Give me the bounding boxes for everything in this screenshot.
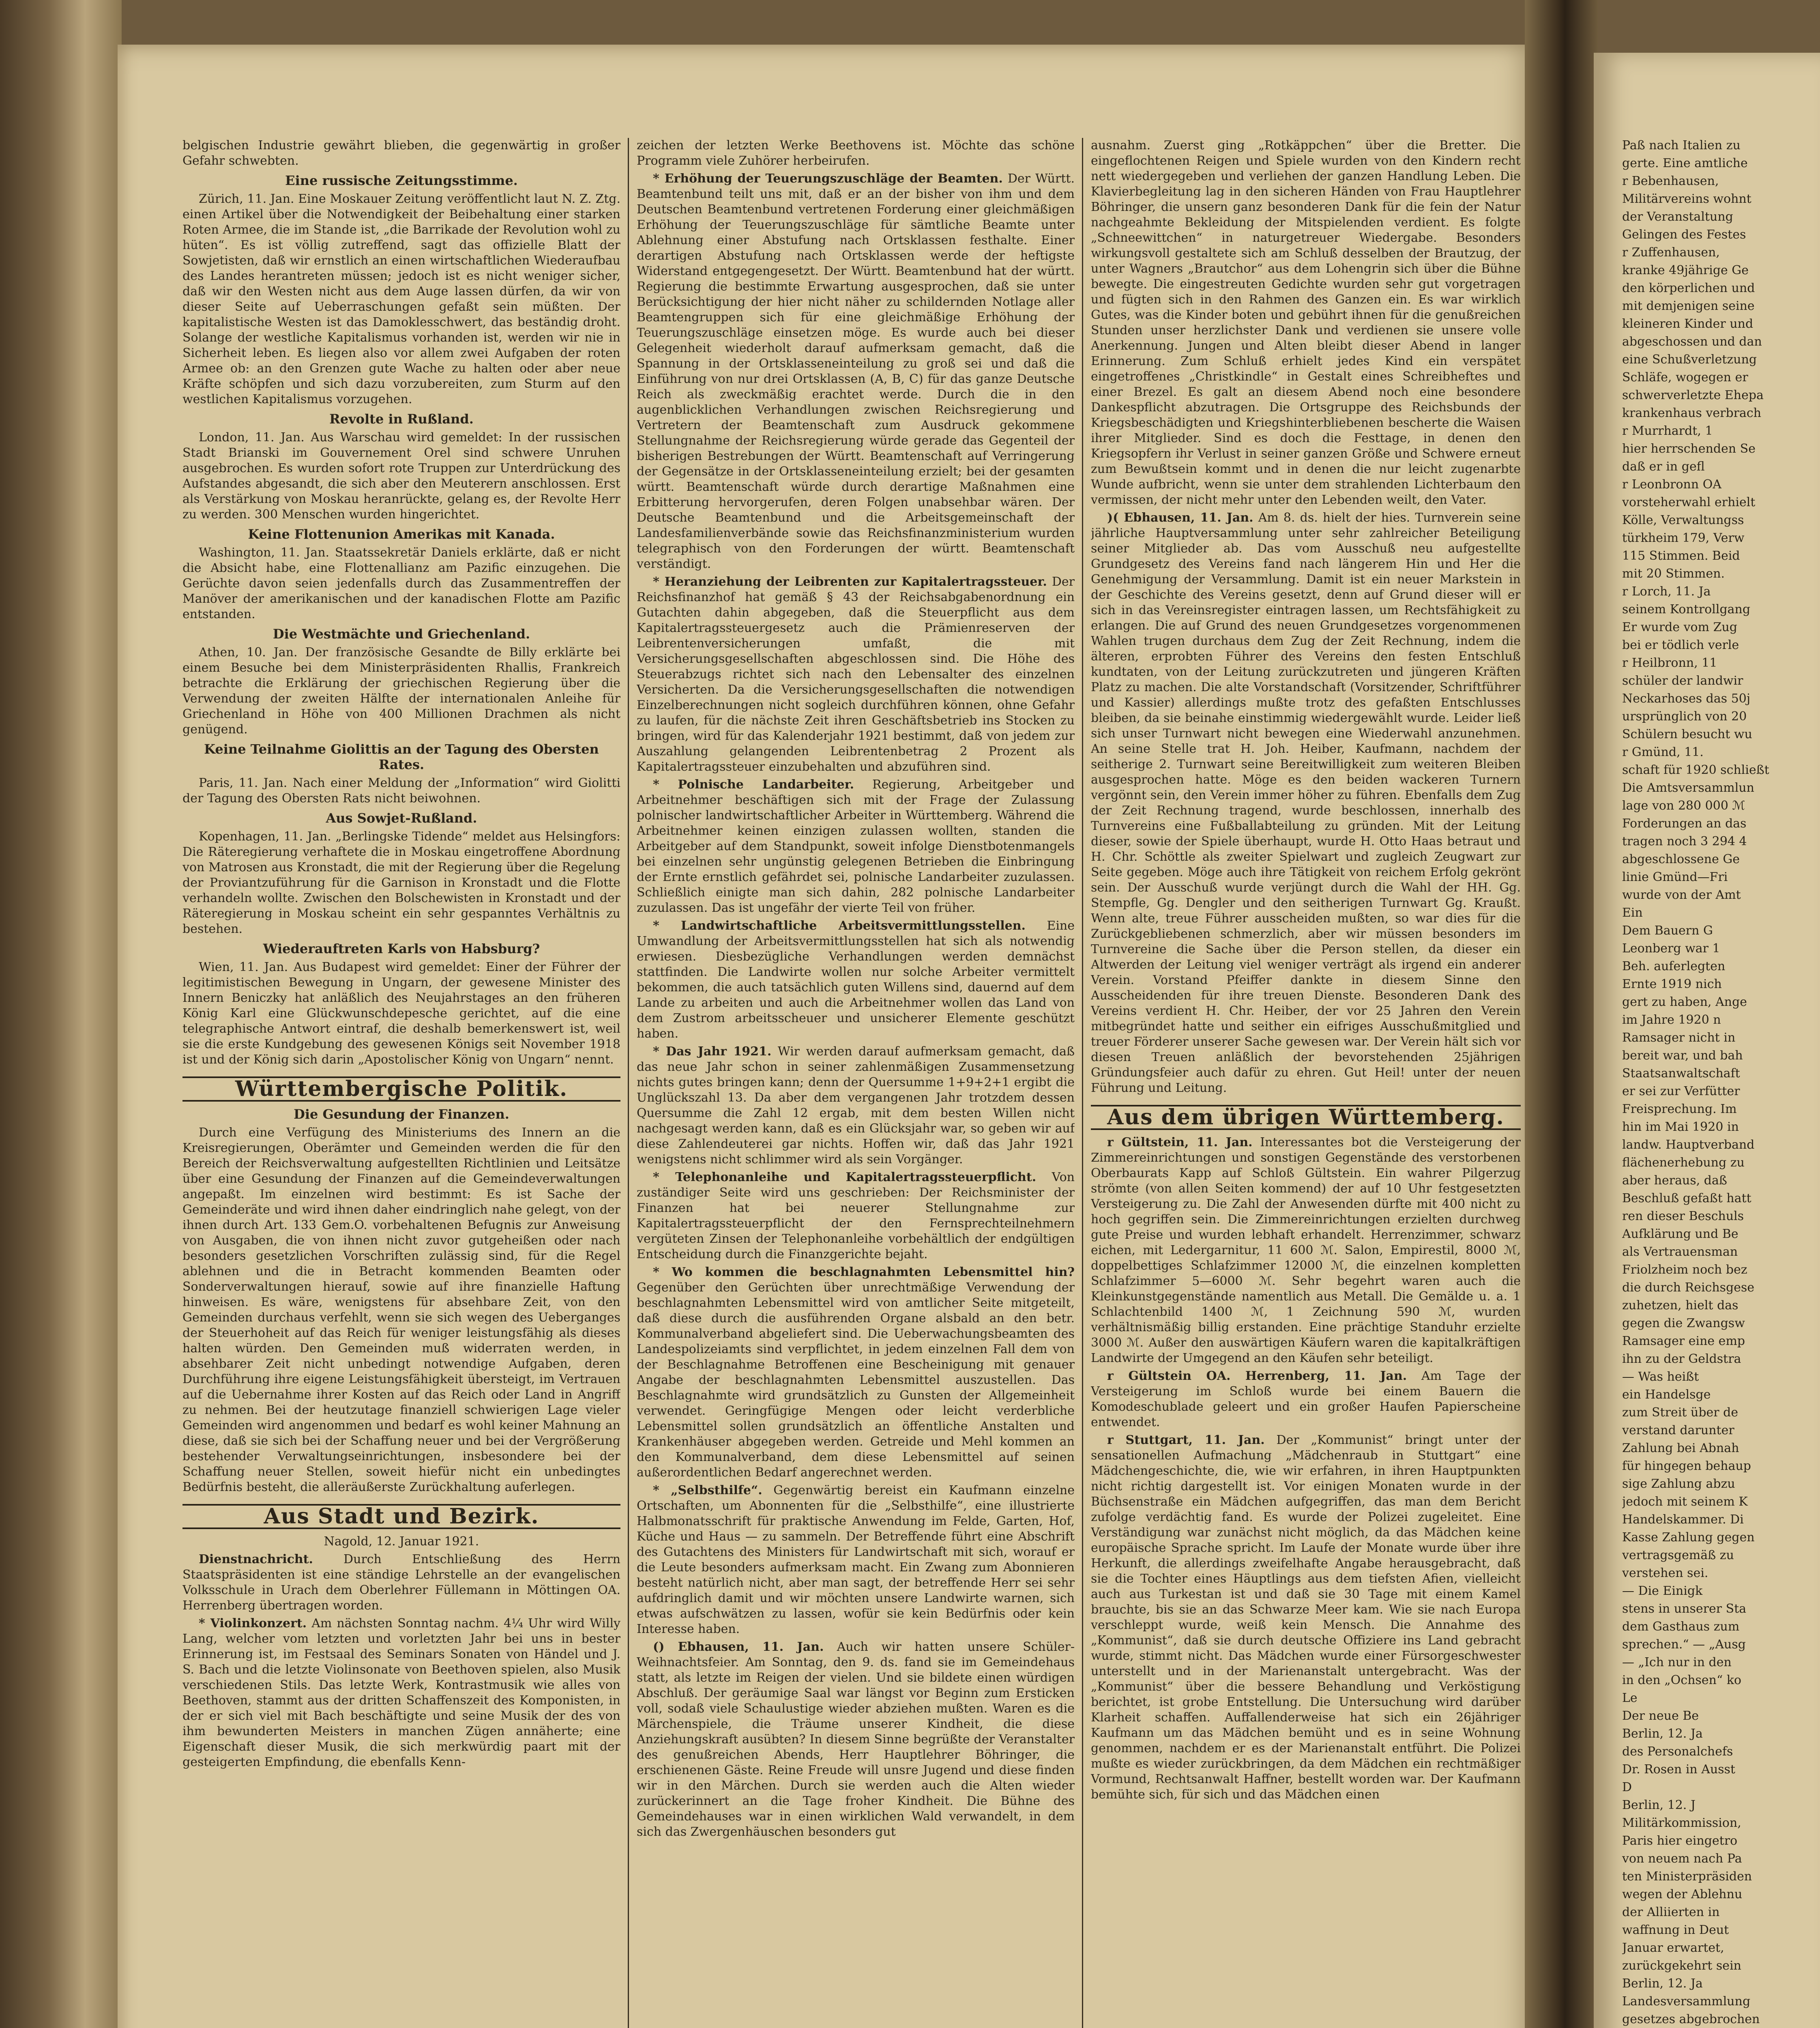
truncated-line: r Lorch, 11. Ja xyxy=(1622,584,1711,599)
truncated-line: ein Handelsge xyxy=(1622,1388,1711,1402)
truncated-line: gert zu haben, Ange xyxy=(1622,995,1747,1009)
column-continuation: ausnahm. Zuerst ging „Rotkäppchen“ über die Bretter. Die eingeflochtenen Reigen und Spiele wurden von den Kindern recht nett wiedergegeben und verliehen der ganzen Handlung Leben. Die Klavierbegleitung lag in den sicheren Händen von Frau Hauptlehrer Böhringer, die unsern ganz besonderen Dank für die fein der Natur nachgeahmte Bekleidung der Mitspielenden verdient. Es folgte „Schneewittchen“ in naturgetreuer Wiedergabe. Besonders wirkungsvoll gestaltete sich am Schluß desselben der Brautzug, der unter Wagners „Brautchor“ aus dem Lohengrin sich über die Bühne bewegte. Die eingestreuten Gedichte wurden sehr gut vorgetragen und fügten sich in den Rahmen des Ganzen ein. Es war wirklich Gutes, was die Kinder boten und gebührt ihnen für die genußreichen Stunden unser herzlichster Dank und verdienen sie unsere volle Anerkennung. Jungen und Alten bleibt dieser Abend in langer Erinnerung. Zum Schluß erhielt jedes Kind ein verspätet eingetroffenes „Christkindle“ in Gestalt eines Schreibheftes und einer Brezel. Es galt an diesem Abend noch eine besondere Dankespflicht abzutragen. Die Ortsgruppe des Reichsbunds der Kriegsbeschädigten und Kriegshinterbliebenen bescherte die Waisen ihrer Mitglieder. Sind es doch die Festtage, in denen den Kriegsopfern ihr Verlust in seiner ganzen Größe und Schwere erneut zum Bewußtsein kommt und in denen die nur leicht zugenarbte Wunde aufbricht, wenn sie unter dem strahlenden Lichterbaum den vermissen, der nicht mehr unter den Lebenden weilt, den Vater. xyxy=(1091,138,1521,507)
book-binding-left xyxy=(0,0,122,2028)
truncated-line: zurückgekehrt sein xyxy=(1622,1959,1741,1973)
column-3 xyxy=(1091,138,1521,2028)
truncated-line: die durch Reichsgese xyxy=(1622,1280,1755,1295)
truncated-line: schaft für 1920 schließt xyxy=(1622,763,1769,777)
news-item-text: Am Tage der Versteigerung im Schloß wurde bei einem Bauern die Komodeschublade geleert und ein großer Haufen Papierscheine entwendet. xyxy=(1091,1369,1521,1429)
truncated-line: im Jahre 1920 n xyxy=(1622,1013,1721,1027)
truncated-line: ren dieser Beschuls xyxy=(1622,1209,1744,1223)
truncated-line: ten Ministerpräsiden xyxy=(1622,1869,1752,1884)
truncated-line: Berlin, 12. Ja xyxy=(1622,1976,1703,1991)
truncated-line: Ernte 1919 nich xyxy=(1622,977,1722,991)
column-continuation: belgischen Industrie gewährt blieben, die gegenwärtig in großer Gefahr schwebten. xyxy=(182,138,620,168)
article-heading: Aus Sowjet-Rußland. xyxy=(326,810,477,826)
truncated-line: mit 20 Stimmen. xyxy=(1622,567,1725,581)
truncated-line: verstehen sei. xyxy=(1622,1566,1708,1580)
truncated-line: flächenerhebung zu xyxy=(1622,1156,1745,1170)
truncated-line: Leonberg war 1 xyxy=(1622,941,1720,956)
news-item-text: Am nächsten Sonntag nachm. 4¼ Uhr wird Willy Lang, welcher vom letzten und vorletzten Jahr bei uns in bester Erinnerung ist, im Festsaal des Seminars Sonaten von Händel und J. S. Bach und die letzte Violinsonate von Beethoven spielen, also Musik verschiedenen Stils. Das letzte Werk, Kontrastmusik wie alles von Beethoven, stammt aus der dritten Schaffenszeit des Komponisten, in der er sich viel mit Bach beschäftigte und seine Musik der des von ihm bewunderten Meisters in manchen Zügen annäherte; eine Eigenschaft dieser Musik, die sich merkwürdig paart mit der gesteigerten Empfindung, die ebenfalls Kenn- xyxy=(182,1616,620,1769)
article-heading: Die Westmächte und Griechenland. xyxy=(273,626,530,642)
truncated-line: ihn zu der Geldstra xyxy=(1622,1352,1741,1366)
news-item-text: Der „Kommunist“ bringt unter der sensationellen Aufmachung „Mädchenraub in Stuttgart“ eine Mädchengeschichte, die, wie wir erfahren, in ihren Hauptpunkten nicht richtig dargestellt ist. Vor einigen Monaten wurde in der Büchsenstraße ein Mädchen aufgegriffen, das man dem Bericht zufolge verdächtig fand. Es wurde der Polizei zugeleitet. Eine Verständigung war zunächst nicht möglich, da das Mädchen keine europäische Sprache spricht. Im Laufe der Monate wurde über ihre Herkunft, die allerdings zweifelhafte Angabe herausgebracht, daß sie die Tochter eines Häuptlings aus dem tiefsten Afien, vielleicht auch aus Turkestan ist und daß sie 30 Tage mit einem Kamel brauchte, bis sie an das Schwarze Meer kam. Wie sie nach Europa verschleppt wurde, weiß kein Mensch. Die Annahme des „Kommunist“, daß sie durch deutsche Offiziere ins Land gebracht wurde, stimmt nicht. Das Mädchen wurde einer Fürsorgeschwester unterstellt und in der Marienanstalt untergebracht. Was der „Kommunist“ über die bessere Behandlung und Verköstigung berichtet, ist grobe Entstellung. Die Untersuchung wird darüber Klarheit schaffen. Auffallenderweise hat sich ein 26jähriger Kaufmann um das Mädchen bemüht und es in seine Wohnung genommen, nachdem er es der Marienanstalt entführt. Die Polizei mußte es wieder zurückbringen, da dem Mädchen ein rechtmäßiger Vormund, Rechtsanwalt Haffner, bestellt worden war. Der Kaufmann bemühte sich, für sich und das Mädchen einen xyxy=(1091,1433,1521,1802)
truncated-line: Forderungen an das xyxy=(1622,816,1747,831)
news-item xyxy=(637,171,1075,572)
news-item-text: Gegenüber den Gerüchten über unrechtmäßige Verwendung der beschlagnahmten Lebensmittel wird von amtlicher Seite mitgeteilt, daß diese durch die ausführenden Organe alsbald an den betr. Kommunalverband abgeliefert sind. Die Ueberwachungsbeamten des Landespolizeiamts sind verpflichtet, in jedem einzelnen Fall dem von der Beschlagnahme Betroffenen eine Bescheinigung mit genauer Angabe der beschlagnahmten Lebensmittel auszustellen. Das Beschlagnahmte wird grundsätzlich zu Gunsten der Allgemeinheit verwendet. Geringfügige Mengen oder leicht verderbliche Lebensmittel sollen grundsätzlich an öffentliche Anstalten und Krankenhäuser abgegeben werden. Getreide und Mehl kommen an den Kommunalverband, dem diese Lebensmittel auf seinen außerordentlichen Bedarf angerechnet werden. xyxy=(637,1280,1075,1480)
truncated-line: Ramsager nicht in xyxy=(1622,1031,1736,1045)
truncated-line: türkheim 179, Verw xyxy=(1622,531,1745,545)
column-continuation: zeichen der letzten Werke Beethovens ist. Möchte das schöne Programm viele Zuhörer herbeirufen. xyxy=(637,138,1075,168)
news-item-lead: * Heranziehung der Leibrenten zur Kapitalertragssteuer. xyxy=(653,575,1047,589)
news-item xyxy=(637,1265,1075,1480)
truncated-line: schwerverletzte Ehepa xyxy=(1622,388,1764,402)
section-heading: Württembergische Politik. xyxy=(182,1076,620,1102)
news-item-lead: r Stuttgart, 11. Jan. xyxy=(1107,1433,1265,1447)
truncated-line: r Zuffenhausen, xyxy=(1622,245,1720,260)
news-item-lead: r Gültstein OA. Herrenberg, 11. Jan. xyxy=(1107,1369,1407,1383)
truncated-line: Schülern besucht wu xyxy=(1622,727,1752,741)
truncated-line: r Bebenhausen, xyxy=(1622,174,1719,188)
truncated-line: waffnung in Deut xyxy=(1622,1923,1729,1937)
truncated-line: Januar erwartet, xyxy=(1622,1941,1724,1955)
news-item-text: Der Reichsfinanzhof hat gemäß § 43 der Reichsabgabenordnung ein Gutachten dahin abgegeben, daß die Steuerpflicht aus dem Kapitalertragssteuergesetz auch die Prämienreserven der Leibrentenversicherungen umfaßt, die mit Versicherungsgesellschaften abgeschlossen sind. Die Höhe des Steuerabzugs richtet sich nach den Lebensalter des einzelnen Versicherten. Da die Versicherungsgesellschaften die notwendigen Einzelberechnungen nicht sogleich durchführen können, ohne Gefahr zu laufen, für die nächste Zeit ihren Geschäftsbetrieb ins Stocken zu bringen, wird für das Kalenderjahr 1921 bestimmt, daß von jedem zur Auszahlung gelangenden Leibrentenbetrag 2 Prozent als Kapitalertragssteuer einzubehalten und abzuführen sind. xyxy=(637,575,1075,774)
truncated-line: schüler der landwir xyxy=(1622,674,1743,688)
article-list xyxy=(637,171,1075,1840)
truncated-line: Beh. auferlegten xyxy=(1622,959,1726,973)
news-item-text: Am 8. ds. hielt der hies. Turnverein seine jährliche Hauptversammlung unter sehr zahlreicher Beteiligung seiner Mitglieder ab. Das vom Ausschuß neu aufgestellte Grundgesetz des Vereins fand nach längerem Hin und Her die Genehmigung der Versammlung. Damit ist ein neuer Markstein in der Geschichte des Vereins gesetzt, denn auf Grund dieser will er sich in das Vereinsregister eintragen lassen, um Rechtsfähigkeit zu erlangen. Die auf Grund des neuen Grundgesetzes vorgenommenen Wahlen trugen durchaus dem Zug der Zeit Rechnung, indem die älteren, erprobten Führer des Vereins den festen Entschluß kundtaten, von der Leitung zurückzutreten und jüngeren Kräften Platz zu machen. Die alte Vorstandschaft (Vorsitzender, Schriftführer und Kassier) allerdings mußte trotz des gefaßten Entschlusses bleiben, da sie beinahe einstimmig wiedergewählt wurde. Leider ließ sich unser Turnwart nicht bewegen eine Wiederwahl anzunehmen. An seine Stelle trat H. Joh. Heiber, Kaufmann, nachdem der seitherige 2. Turnwart seine Bereitwilligkeit zum weiteren Bleiben ausgesprochen hatte. Möge es den beiden wackeren Turnern vergönnt sein, den Verein immer höher zu führen. Ebenfalls dem Zug der Zeit Rechnung tragend, wurde beschlossen, innerhalb des Turnvereins eine Fußballabteilung zu gründen. Mit der Leitung dieser, sowie der Spiele überhaupt, wurde H. Otto Haas betraut und H. Chr. Schöttle als zweiter Spielwart und zugleich Zeugwart zur Seite gegeben. Möge auch ihre Tätigkeit von reichem Erfolg gekrönt sein. Der Ausschuß wurde verjüngt durch die Wahl der HH. Gg. Stempfle, Gg. Dengler und den seitherigen Turnwart Gg. Kraußt. Wenn alte, treue Führer ausscheiden mußten, so war dies für die Zurückgebliebenen schmerzlich, aber wir müssen besonders im Turnvereine die Sache über die Person stellen, da dieser ein Altwerden der Leitung viel weniger verträgt als irgend ein anderer Verein. Vorstand Pfeiffer dankte in diesem Sinne den Ausscheidenden für ihre treuen Dienste. Besonderen Dank des Vereins verdient H. Chr. Heiber, der vor 25 Jahren den Verein mitbegründet hatte und seither ein eifriges Ausschußmitglied und treuer Förderer unserer Sache gewesen war. Der Verein hält sich vor diesen Treuen anläßlich der bevorstehenden 25jährigen Gründungsfeier auch dafür zu ehren. Gut Heil! unter der neuen Führung und Leitung. xyxy=(1091,511,1521,1095)
news-item-lead: Dienstnachricht. xyxy=(199,1552,313,1566)
truncated-line: gegen die Zwangsw xyxy=(1622,1316,1745,1330)
truncated-line: kleineren Kinder und xyxy=(1622,317,1753,331)
truncated-line: Die Amtsversammlun xyxy=(1622,781,1754,795)
news-item xyxy=(1091,1368,1521,1430)
truncated-line: Handelskammer. Di xyxy=(1622,1512,1744,1527)
truncated-line: wegen der Ablehnu xyxy=(1622,1887,1743,1901)
dateline: Nagold, 12. Januar 1921. xyxy=(324,1534,479,1549)
truncated-line: Militärvereins wohnt xyxy=(1622,192,1751,206)
news-item-text: Der Württ. Beamtenbund teilt uns mit, daß er an der bisher von ihm und dem Deutschen Beamtenbund vertretenen Forderung einer gleichmäßigen Erhöhung der Teuerungszuschläge für sämtliche Beamte unter Ablehnung einer Abstufung nach Ortsklassen festhalte. Einer derartigen Abstufung nach Ortsklassen werde der heftigste Widerstand entgegengesetzt. Der Württ. Beamtenbund hat der württ. Regierung die bestimmte Erwartung ausgesprochen, daß sie unter Berücksichtigung der hier nicht näher zu schildernden Notlage aller Beamtengruppen sich für eine gleichmäßige Erhöhung der Teuerungszuschläge einsetzen möge. Es wurde auch bei dieser Gelegenheit wiederholt darauf aufmerksam gemacht, daß die Spannung in der Ortsklasseneinteilung zu groß sei und daß die Einführung von nur drei Ortsklassen (A, B, C) für das ganze Deutsche Reich als zweckmäßig erachtet werde. Durch die in den augenblicklichen Verhandlungen zwischen Reichsregierung und Vertretern der Beamtenschaft zum Ausdruck gekommene Stellungnahme der Reichsregierung würde gerade das Gegenteil der bisherigen Bestrebungen der Württ. Beamtenschaft auf Verringerung der Gegensätze in der Ortsklasseneinteilung erzielt; bei der gesamten württ. Beamtenschaft würde durch derartige Maßnahmen eine Erbitterung hervorgerufen, deren Folgen unabsehbar wären. Der Deutsche Beamtenbund und die Arbeitsgemeinschaft der Landesfamilienverbände sowie das Reichsfinanzministerium wurden telegraphisch von den Forderungen der württ. Beamtenschaft verständigt. xyxy=(637,172,1075,571)
truncated-line: hier herrschenden Se xyxy=(1622,442,1756,456)
truncated-line: Berlin, 12. Ja xyxy=(1622,1727,1703,1741)
truncated-line: verstand darunter xyxy=(1622,1423,1734,1437)
news-item-text: Regierung, Arbeitgeber und Arbeitnehmer beschäftigen sich mit der Frage der Zulassung polnischer landwirtschaftlicher Arbeiter in Württemberg. Während die Arbeitnehmer keinen einzigen zulassen wollten, standen die Arbeitgeber auf dem Standpunkt, soweit infolge Dienstbotenmangels bei einzelnen sehr ungünstig gelegenen Betrieben die Einbringung der Ernte ernstlich gefährdet sei, polnische Landarbeiter zuzulassen. Schließlich einigte man sich dahin, 282 polnische Landarbeiter zuzulassen. Das ist ungefähr der vierte Teil von früher. xyxy=(637,778,1075,915)
news-item-lead: * Violinkonzert. xyxy=(199,1616,307,1631)
news-item xyxy=(637,1044,1075,1167)
news-item xyxy=(1091,1135,1521,1366)
column-rule xyxy=(628,138,629,2028)
truncated-line: kranke 49jährige Ge xyxy=(1622,263,1749,277)
truncated-line: r Murrhardt, 1 xyxy=(1622,424,1713,438)
truncated-line: daß er in gefl xyxy=(1622,460,1705,474)
truncated-line: aber heraus, daß xyxy=(1622,1173,1727,1188)
article-heading: Keine Teilnahme Giolittis an der Tagung des Obersten Rates. xyxy=(204,741,599,772)
news-item-lead: * Das Jahr 1921. xyxy=(653,1044,772,1059)
truncated-line: landw. Hauptverband xyxy=(1622,1138,1755,1152)
article-text: Durch eine Verfügung des Ministeriums des Innern an die Kreisregierungen, Oberämter und Gemeinden werden die für den Bereich der Reichsverwaltung aufgestellten Richtlinien und Leitsätze über eine Gesundung der Finanzen auf die Gemeindeverwaltungen angepaßt. Im einzelnen wird bestimmt: Es ist Sache der Gemeinderäte und wird ihnen daher eindringlich nahe gelegt, von der ihnen durch Art. 133 Gem.O. vorbehaltenen Befugnis zur Anweisung von Ausgaben, die von ihnen nicht zuvor gutgeheißen oder nach besonders gesetzlichen Vorschriften zulässig sind, für die Regel ablehnen und die in Betracht kommenden Beamten oder Sonderverwaltungen hierauf, sowie auf ihre finanzielle Haftung hinweisen. Es wäre, wenigstens für absehbare Zeit, von den Gemeinden durchaus verfehlt, wenn sie sich wegen des Ueberganges der Steuerhoheit auf das Reich für weniger leistungsfähig als dieses halten würden. Den Gemeinden muß widerraten werden, in absehbarer Zeit nicht unbedingt notwendige Aufgaben, deren Durchführung ihre eigene Leistungsfähigkeit übersteigt, im Vertrauen auf die Uebernahme ihrer Kosten auf das Reich oder Land in Angriff zu nehmen. Bei der heutzutage finanziell schwierigen Lage vieler Gemeinden wird angenommen und bedarf es wohl keiner Mahnung an diese, daß sie sich bei der Schaffung neuer und bei der Vergrößerung bestehender Verwaltungseinrichtungen, insbesondere bei der Schaffung neuer Stellen, soweit hiefür nicht ein unbedingtes Bedürfnis besteht, die alleräußerste Zurückhaltung auferlegen. xyxy=(182,1126,620,1494)
truncated-line: bei er tödlich verle xyxy=(1622,638,1739,652)
news-item xyxy=(1091,1433,1521,1802)
truncated-line: gerte. Eine amtliche xyxy=(1622,156,1748,170)
book-gutter xyxy=(1525,0,1598,2028)
news-item-lead: * Telephonanleihe und Kapitalertragssteuerpflicht. xyxy=(653,1170,1037,1184)
section-heading: Aus dem übrigen Württemberg. xyxy=(1091,1105,1521,1130)
truncated-line: in den „Ochsen“ ko xyxy=(1622,1673,1742,1687)
truncated-line: D xyxy=(1622,1780,1632,1794)
truncated-line: abgeschossen und dan xyxy=(1622,335,1762,349)
truncated-line: r Leonbronn OA xyxy=(1622,477,1721,492)
article-text: London, 11. Jan. Aus Warschau wird gemeldet: In der russischen Stadt Brianski im Gouvernement Orel sind schwere Unruhen ausgebrochen. Es wurden sofort rote Truppen zur Unterdrückung des Aufstandes abgesandt, die sich aber den Meuterern anschlossen. Erst als Verstärkung von Moskau heranrückte, gelang es, der Revolte Herr zu werden. 300 Menschen wurden hingerichtet. xyxy=(182,430,620,522)
news-item-lead: () Ebhausen, 11. Jan. xyxy=(653,1640,824,1654)
truncated-line: Friolzheim noch bez xyxy=(1622,1263,1747,1277)
article-list xyxy=(1091,1135,1521,1802)
news-item-text: Durch Entschließung des Herrn Staatspräsidenten ist eine ständige Lehrstelle an der evangelischen Volksschule in Urach dem Oberlehrer Füllemann in Möttingen OA. Herrenberg übertragen worden. xyxy=(182,1552,620,1613)
news-item-text: Auch wir hatten unsere Schüler-Weihnachtsfeier. Am Sonntag, den 9. ds. fand sie im Gemeindehaus statt, als letzte im Reigen der vielen. Und sie bildete einen würdigen Abschluß. Der geräumige Saal war längst vor Beginn zum Ersticken voll, sodaß viele Schaulustige wieder abziehen mußten. Waren es die Märchenspiele, die Träume unserer Kindheit, die diese Anziehungskraft ausübten? In diesem Sinne begrüßte der Veranstalter des genußreichen Abends, Herr Hauptlehrer Böhringer, die erschienenen Gäste. Reine Freude will unsre Jugend und diese finden wir in den Märchen. Durch sie werden auch die Alten wieder zurückerinnert an die Tage froher Kindheit. Die Bühne des Gemeindehauses war in einen wirklichen Wald verwandelt, in dem sich das Zwergenhäuschen besonders gut xyxy=(637,1640,1075,1839)
truncated-line: Schläfe, wogegen er xyxy=(1622,370,1748,385)
news-item-lead: * Landwirtschaftliche Arbeitsvermittlungsstellen. xyxy=(653,919,1026,933)
news-item xyxy=(637,1170,1075,1262)
article-heading: Die Gesundung der Finanzen. xyxy=(294,1106,509,1122)
news-item-text: Interessantes bot die Versteigerung der Zimmereinrichtungen und sonstigen Gegenstände des verstorbenen Oberbaurats Kapp auf Schloß Gültstein. Ein wahrer Pilgerzug strömte (von allen Seiten kommend) der auf 10 Uhr festgesetzten Versteigerung zu. Die Zahl der Anwesenden dürfte mit 400 nicht zu hoch gegriffen sein. Die Zimmereinrichtungen erzielten durchweg gute Preise und wurden lebhaft erhandelt. Herrenzimmer, schwarz eichen, mit Ledergarnitur, 11 600 ℳ. Salon, Empirestil, 8000 ℳ, doppelbettiges Schlafzimmer 12000 ℳ, die einzelnen kompletten Schlafzimmer 5—6000 ℳ. Sehr begehrt waren auch die Kleinkunstgegenstände namentlich aus Metall. Die Gemälde u. a. 1 Schlachtenbild 1400 ℳ, 1 Zeichnung 590 ℳ, wurden verhältnismäßig billig erstanden. Eine prächtige Standuhr erzielte 3000 ℳ. Außer den auswärtigen Käufern waren die kapitalkräftigen Landwirte der Umgegend an den Käufen sehr beteiligt. xyxy=(1091,1135,1521,1365)
truncated-line: wurde von der Amt xyxy=(1622,888,1741,902)
article-text: Paris, 11. Jan. Nach einer Meldung der „Information“ wird Giolitti der Tagung des Obersten Rats nicht beiwohnen. xyxy=(182,776,620,806)
truncated-line: der Veranstaltung xyxy=(1622,210,1733,224)
truncated-line: Ein xyxy=(1622,906,1643,920)
column-1 xyxy=(182,138,620,2028)
article-text: Athen, 10. Jan. Der französische Gesandte de Billy erklärte bei einem Besuche bei dem Ministerpräsidenten Rhallis, Frankreich betrachte die Erklärung der griechischen Regierung über die Verwendung der zweiten Hälfte der internationalen Anleihe für Griechenland in Höhe von 400 Millionen Drachmen als nicht genügend. xyxy=(182,645,620,737)
truncated-line: r Gmünd, 11. xyxy=(1622,745,1704,759)
news-item-lead: * Polnische Landarbeiter. xyxy=(653,778,854,792)
article-heading: Keine Flottenunion Amerikas mit Kanada. xyxy=(248,526,555,542)
truncated-line: Le xyxy=(1622,1691,1638,1705)
news-item-lead: * Erhöhung der Teuerungszuschläge der Beamten. xyxy=(653,172,1003,186)
truncated-line: er sei zur Verfütter xyxy=(1622,1084,1740,1098)
news-item-lead: )( Ebhausen, 11. Jan. xyxy=(1107,511,1253,525)
truncated-line: Der neue Be xyxy=(1622,1709,1699,1723)
column-2 xyxy=(637,138,1075,2028)
truncated-line: Aufklärung und Be xyxy=(1622,1227,1738,1241)
article-text: Washington, 11. Jan. Staatssekretär Daniels erklärte, daß er nicht die Absicht habe, eine Flottenallianz am Pazific einzugehen. Die Gerüchte davon seien jedenfalls durch das Zusammentreffen der Manöver der amerikanischen und der kanadischen Flotte am Pazific entstanden. xyxy=(182,546,620,621)
truncated-line: 115 Stimmen. Beid xyxy=(1622,549,1740,563)
truncated-line: Kasse Zahlung gegen xyxy=(1622,1530,1755,1545)
truncated-line: Berlin, 12. J xyxy=(1622,1798,1696,1812)
truncated-line: — Was heißt xyxy=(1622,1370,1699,1384)
truncated-line: zuhetzen, hielt das xyxy=(1622,1298,1738,1313)
truncated-line: Beschluß gefaßt hatt xyxy=(1622,1191,1751,1205)
truncated-line: krankenhaus verbrach xyxy=(1622,406,1762,420)
truncated-line: mit demjenigen seine xyxy=(1622,299,1755,313)
news-item xyxy=(637,1483,1075,1637)
truncated-line: ursprünglich von 20 xyxy=(1622,709,1747,724)
news-item xyxy=(637,777,1075,916)
truncated-line: Dem Bauern G xyxy=(1622,924,1713,938)
section-heading: Aus Stadt und Bezirk. xyxy=(182,1504,620,1529)
article-text: Zürich, 11. Jan. Eine Moskauer Zeitung veröffentlicht laut N. Z. Ztg. einen Artikel über die Notwendigkeit der Beibehaltung einer starken Roten Armee, die im Stande ist, „die Barrikade der Revolution wohl zu hüten“. Es ist völlig zutreffend, sagt das offizielle Blatt der Sowjetisten, daß wir ernstlich an einen wirtschaftlichen Wiederaufbau des Landes herantreten müssen; jedoch ist es nicht weniger sicher, daß wir den Westen nicht aus dem Auge lassen dürfen, da wir von dieser Seite auf Ueberraschungen gefaßt sein müßten. Der kapitalistische Westen ist das Damoklesschwert, das beständig droht. Solange der westliche Kapitalismus vorhanden ist, werden wir nie in Sicherheit leben. Es liegen also vor allem zwei Aufgaben der roten Armee ob: an den Grenzen gute Wache zu halten oder aber neue Kräfte schöpfen und sich dazu vorzubereiten, zum Sturm auf den westlichen Kapitalismus vorzugehen. xyxy=(182,192,620,406)
truncated-line: — „Ich nur in den xyxy=(1622,1655,1732,1669)
news-item xyxy=(182,1616,620,1770)
truncated-line: Dr. Rosen in Ausst xyxy=(1622,1762,1736,1777)
truncated-line: sige Zahlung abzu xyxy=(1622,1477,1735,1491)
news-item xyxy=(182,1552,620,1613)
article-heading: Eine russische Zeitungsstimme. xyxy=(285,173,518,188)
truncated-line: Staatsanwaltschaft xyxy=(1622,1066,1740,1081)
truncated-line: vertragsgemäß zu xyxy=(1622,1548,1734,1562)
news-item-text: Eine Umwandlung der Arbeitsvermittlungsstellen hat sich als notwendig erwiesen. Diesbezügliche Verhandlungen werden demnächst stattfinden. Die Landwirte wollen nur solche Arbeiter vermittelt bekommen, die auch tatsächlich guten Willens sind, dauernd auf dem Lande zu arbeiten und auch die Arbeitnehmer wollen das Land von dem Zustrom arbeitsscheuer und unsicherer Elemente geschützt haben. xyxy=(637,919,1075,1041)
truncated-line: Er wurde vom Zug xyxy=(1622,620,1737,634)
truncated-line: Gelingen des Festes xyxy=(1622,228,1746,242)
truncated-line: Militärkommission, xyxy=(1622,1816,1741,1830)
article-list xyxy=(182,173,620,1068)
article-heading: Wiederauftreten Karls von Habsburg? xyxy=(263,941,540,956)
truncated-line: eine Schußverletzung xyxy=(1622,352,1757,367)
truncated-line: bereit war, und bah xyxy=(1622,1048,1743,1063)
column-rule xyxy=(1082,138,1083,2028)
truncated-line: hin im Mai 1920 in xyxy=(1622,1120,1739,1134)
truncated-line: Zahlung bei Abnah xyxy=(1622,1441,1739,1455)
truncated-line: abgeschlossene Ge xyxy=(1622,852,1740,866)
article-text: Kopenhagen, 11. Jan. „Berlingske Tidende“ meldet aus Helsingfors: Die Räteregierung verhaftete die in Moskau eingetroffene Abordnung von Matrosen aus Kronstadt, die mit der Regierung über die Regelung der Proviantzuführung für die Garnison in Kronstadt und die Flotte verhandeln wollte. Zwischen den Bolschewisten in Kronstadt und der Räteregierung in Moskau scheint ein sehr gespanntes Verhältnis zu bestehen. xyxy=(182,829,620,936)
truncated-line: vorsteherwahl erhielt xyxy=(1622,495,1756,509)
truncated-line: Paß nach Italien zu xyxy=(1622,138,1741,153)
article-list xyxy=(182,1552,620,1770)
truncated-line: lage von 280 000 ℳ xyxy=(1622,799,1745,813)
truncated-line: linie Gmünd—Fri xyxy=(1622,870,1728,884)
news-item-lead: * „Selbsthilfe“. xyxy=(653,1483,762,1497)
truncated-line: tragen noch 3 294 4 xyxy=(1622,834,1747,849)
truncated-line: Kölle, Verwaltungss xyxy=(1622,513,1744,527)
news-item-text: Wir werden darauf aufmerksam gemacht, daß das neue Jahr schon in seiner zahlenmäßigen Zusammensetzung nichts gutes bringen kann; denn der Quersumme 1+9+2+1 ergibt die Unglückszahl 13. Da aber dem vergangenen Jahr trotzdem dessen Quersumme die Zahl 12 ergab, mit dem besten Willen nicht nachgesagt werden kann, daß es ein Glücksjahr war, so geben wir auf diese Zahlendeuterei gar nichts. Hoffen wir, daß das Jahr 1921 wenigstens nicht schlimmer wird als sein Vorgänger. xyxy=(637,1044,1075,1167)
news-item xyxy=(637,574,1075,775)
truncated-line: Paris hier eingetro xyxy=(1622,1834,1738,1848)
truncated-line: von neuem nach Pa xyxy=(1622,1852,1742,1866)
news-item xyxy=(637,918,1075,1042)
truncated-line: sprechen.“ — „Ausg xyxy=(1622,1637,1746,1652)
truncated-line: des Personalchefs xyxy=(1622,1744,1733,1759)
news-item xyxy=(637,1639,1075,1840)
truncated-line: zum Streit über de xyxy=(1622,1405,1738,1420)
news-item-lead: * Wo kommen die beschlagnahmten Lebensmittel hin? xyxy=(653,1265,1075,1279)
truncated-line: als Vertrauensman xyxy=(1622,1245,1738,1259)
truncated-line: seinem Kontrollgang xyxy=(1622,602,1751,617)
truncated-line: Freisprechung. Im xyxy=(1622,1102,1737,1116)
truncated-line: stens in unserer Sta xyxy=(1622,1602,1747,1616)
truncated-line: r Heilbronn, 11 xyxy=(1622,656,1717,670)
truncated-line: Landesversammlung xyxy=(1622,1994,1751,2009)
truncated-line: — Die Einigk xyxy=(1622,1584,1703,1598)
news-item xyxy=(1091,510,1521,1096)
news-item-text: Gegenwärtig bereist ein Kaufmann einzelne Ortschaften, um Abonnenten für die „Selbsthilfe“, eine illustrierte Halbmonatsschrift für praktische Anwendung im Felde, Garten, Hof, Küche und Haus — zu sammeln. Der Betreffende führt eine Abschrift des Gutachtens des Ministers für Landwirtschaft mit sich, worauf er die Leute besonders aufmerksam macht. Ein Zwang zum Abonnieren besteht natürlich nicht, aber man sagt, der betreffende Herr sei sehr aufdringlich damit und wir möchten unsere Landwirte warnen, sich etwas aufschwätzen zu lassen, wofür sie kein Bedürfnis oder kein Interesse haben. xyxy=(637,1483,1075,1636)
article-list xyxy=(1091,510,1521,1096)
truncated-line: jedoch mit seinem K xyxy=(1622,1495,1748,1509)
truncated-line: dem Gasthaus zum xyxy=(1622,1620,1740,1634)
truncated-line: für hingegen behaup xyxy=(1622,1459,1751,1473)
article-text: Wien, 11. Jan. Aus Budapest wird gemeldet: Einer der Führer der legitimistischen Bewegung in Ungarn, der gewesene Minister des Innern Beniczky hat anläßlich des Neujahrstages an den früheren König Karl eine Glückwunschdepesche gerichtet, auf die eine telegraphische Antwort eintraf, die deshalb bemerkenswert ist, weil sie die erste Kundgebung des gewesenen Königs seit November 1918 ist und der König sich darin „Apostolischer König von Ungarn“ nennt. xyxy=(182,960,620,1067)
news-item-text: Von zuständiger Seite wird uns geschrieben: Der Reichsminister der Finanzen hat bei neuerer Stellungnahme zur Kapitalertragssteuerpflicht der den Fernsprechteilnehmern vergüteten Zinsen der Telephonanleihe vorbehältlich der endgültigen Entscheidung durch die Finanzgerichte bejaht. xyxy=(637,1170,1075,1261)
truncated-line: den körperlichen und xyxy=(1622,281,1755,295)
news-item-lead: r Gültstein, 11. Jan. xyxy=(1107,1135,1253,1149)
article-heading: Revolte in Rußland. xyxy=(329,411,474,427)
truncated-line: gesetzes abgebrochen xyxy=(1622,2012,1760,2026)
truncated-line: Neckarhoses das 50j xyxy=(1622,692,1751,706)
column-4-truncated xyxy=(1622,138,1820,2028)
truncated-line: der Alliierten in xyxy=(1622,1905,1720,1919)
truncated-line: Ramsager eine emp xyxy=(1622,1334,1745,1348)
